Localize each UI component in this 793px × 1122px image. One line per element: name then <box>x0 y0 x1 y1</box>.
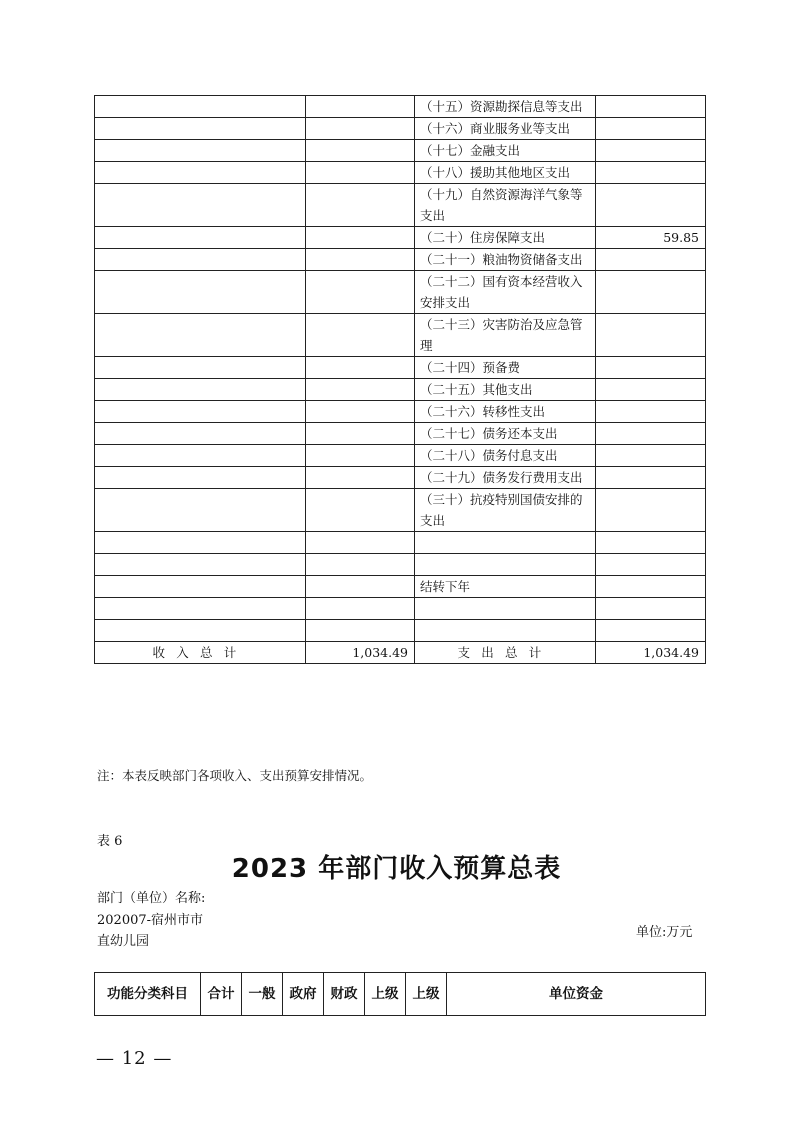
table-cell-c4 <box>596 576 706 598</box>
table-cell-c3: （二十一）粮油物资储备支出 <box>415 249 596 271</box>
table-row <box>95 423 706 445</box>
table-cell-c4 <box>596 118 706 140</box>
table-cell-c3: 结转下年 <box>415 576 596 598</box>
table-row <box>95 96 706 118</box>
table-cell-c4 <box>596 249 706 271</box>
table-cell-c1 <box>95 445 306 467</box>
table-row <box>95 140 706 162</box>
table-cell-c4 <box>596 379 706 401</box>
revenue-budget-header-table <box>94 972 706 1016</box>
table-cell-c2 <box>306 314 415 357</box>
table-row <box>95 227 706 249</box>
table-cell-c3: （十九）自然资源海洋气象等支出 <box>415 184 596 227</box>
table-cell-c1 <box>95 162 306 184</box>
table-cell-c1 <box>95 401 306 423</box>
header-cell-superior-2: 上级 <box>406 973 447 1016</box>
table-cell-c2 <box>306 227 415 249</box>
table-row <box>95 271 706 314</box>
table-cell-c3: （二十二）国有资本经营收入安排支出 <box>415 271 596 314</box>
table-cell-c3: （十七）金融支出 <box>415 140 596 162</box>
table-cell-c1 <box>95 249 306 271</box>
table-cell-c1 <box>95 184 306 227</box>
table-cell-c4 <box>596 532 706 554</box>
table-cell-c2 <box>306 554 415 576</box>
table-cell-c3 <box>415 598 596 620</box>
income-total-label: 收入总计 <box>95 642 306 664</box>
table-cell-c1 <box>95 96 306 118</box>
continuation-table-body <box>95 96 706 664</box>
page-number: — 12 — <box>96 1048 173 1069</box>
table-row <box>95 489 706 532</box>
table-cell-c3: （二十五）其他支出 <box>415 379 596 401</box>
table-cell-c3: （二十九）债务发行费用支出 <box>415 467 596 489</box>
header-cell-function-category: 功能分类科目 <box>95 973 201 1016</box>
table-cell-c1 <box>95 489 306 532</box>
table-cell-c4 <box>596 401 706 423</box>
table-number: 表 6 <box>97 834 123 849</box>
total-row <box>95 642 706 664</box>
header-cell-general: 一般 <box>242 973 283 1016</box>
table-cell-c2 <box>306 445 415 467</box>
header-row <box>95 973 706 1016</box>
table-row <box>95 598 706 620</box>
table-row <box>95 249 706 271</box>
table-cell-c2 <box>306 598 415 620</box>
table-row <box>95 445 706 467</box>
table-row <box>95 379 706 401</box>
table-cell-c4 <box>596 96 706 118</box>
table-cell-c4 <box>596 489 706 532</box>
table-cell-c4 <box>596 271 706 314</box>
table-cell-c4 <box>596 445 706 467</box>
table-row <box>95 314 706 357</box>
table-cell-c1 <box>95 118 306 140</box>
table-cell-c3: （二十四）预备费 <box>415 357 596 379</box>
table-row <box>95 162 706 184</box>
table-cell-c4 <box>596 467 706 489</box>
continuation-table <box>94 95 706 664</box>
table-row <box>95 357 706 379</box>
header-cell-unit-funds: 单位资金 <box>447 973 706 1016</box>
table-cell-c1 <box>95 620 306 642</box>
table-cell-c3: （二十八）债务付息支出 <box>415 445 596 467</box>
table-cell-c3: （十五）资源勘探信息等支出 <box>415 96 596 118</box>
table-cell-c2 <box>306 489 415 532</box>
table-cell-c1 <box>95 140 306 162</box>
table-cell-c1 <box>95 467 306 489</box>
table-cell-c3 <box>415 554 596 576</box>
table-cell-c2 <box>306 271 415 314</box>
table-cell-c1 <box>95 379 306 401</box>
table-row <box>95 467 706 489</box>
table-row <box>95 576 706 598</box>
header-cell-finance: 财政 <box>324 973 365 1016</box>
table-cell-c3 <box>415 532 596 554</box>
table-cell-c3: （十八）援助其他地区支出 <box>415 162 596 184</box>
table-row <box>95 118 706 140</box>
table-cell-c4 <box>596 314 706 357</box>
table-cell-c2 <box>306 576 415 598</box>
table-cell-c4 <box>596 423 706 445</box>
table-cell-c4: 59.85 <box>596 227 706 249</box>
table-cell-c1 <box>95 227 306 249</box>
unit-label: 单位:万元 <box>636 925 693 940</box>
table-cell-c1 <box>95 314 306 357</box>
table-cell-c1 <box>95 357 306 379</box>
table-cell-c3: （二十七）债务还本支出 <box>415 423 596 445</box>
table-cell-c4 <box>596 554 706 576</box>
table-cell-c1 <box>95 598 306 620</box>
table-cell-c3 <box>415 620 596 642</box>
table-cell-c1 <box>95 554 306 576</box>
table-cell-c2 <box>306 357 415 379</box>
table-note: 注：本表反映部门各项收入、支出预算安排情况。 <box>97 768 373 783</box>
expense-total-value: 1,034.49 <box>596 642 706 664</box>
table-cell-c1 <box>95 423 306 445</box>
table-cell-c3: （十六）商业服务业等支出 <box>415 118 596 140</box>
table-cell-c1 <box>95 271 306 314</box>
table-cell-c2 <box>306 118 415 140</box>
table-cell-c4 <box>596 357 706 379</box>
department-name: 部门（单位）名称:202007-宿州市市直幼儿园 <box>97 891 206 949</box>
income-total-value: 1,034.49 <box>306 642 415 664</box>
table-row <box>95 532 706 554</box>
header-cell-government: 政府 <box>283 973 324 1016</box>
table-cell-c1 <box>95 576 306 598</box>
table-cell-c4 <box>596 184 706 227</box>
table-cell-c3: （二十六）转移性支出 <box>415 401 596 423</box>
page-title: 2023 年部门收入预算总表 <box>231 854 562 884</box>
expense-total-label: 支出总计 <box>415 642 596 664</box>
table-row <box>95 184 706 227</box>
table-cell-c4 <box>596 598 706 620</box>
table-cell-c2 <box>306 532 415 554</box>
header-cell-total: 合计 <box>201 973 242 1016</box>
table-row <box>95 620 706 642</box>
table-cell-c2 <box>306 249 415 271</box>
table-cell-c2 <box>306 379 415 401</box>
table-cell-c4 <box>596 620 706 642</box>
table-row <box>95 401 706 423</box>
table-cell-c2 <box>306 401 415 423</box>
table-cell-c2 <box>306 620 415 642</box>
header-cell-superior-1: 上级 <box>365 973 406 1016</box>
table-cell-c3: （二十三）灾害防治及应急管理 <box>415 314 596 357</box>
table-cell-c2 <box>306 467 415 489</box>
table-cell-c2 <box>306 423 415 445</box>
table-cell-c2 <box>306 184 415 227</box>
table-cell-c2 <box>306 140 415 162</box>
table-cell-c3: （三十）抗疫特别国债安排的支出 <box>415 489 596 532</box>
table-cell-c3: （二十）住房保障支出 <box>415 227 596 249</box>
table-cell-c4 <box>596 162 706 184</box>
table-cell-c2 <box>306 162 415 184</box>
table-cell-c2 <box>306 96 415 118</box>
table-cell-c1 <box>95 532 306 554</box>
table-cell-c4 <box>596 140 706 162</box>
table-row <box>95 554 706 576</box>
